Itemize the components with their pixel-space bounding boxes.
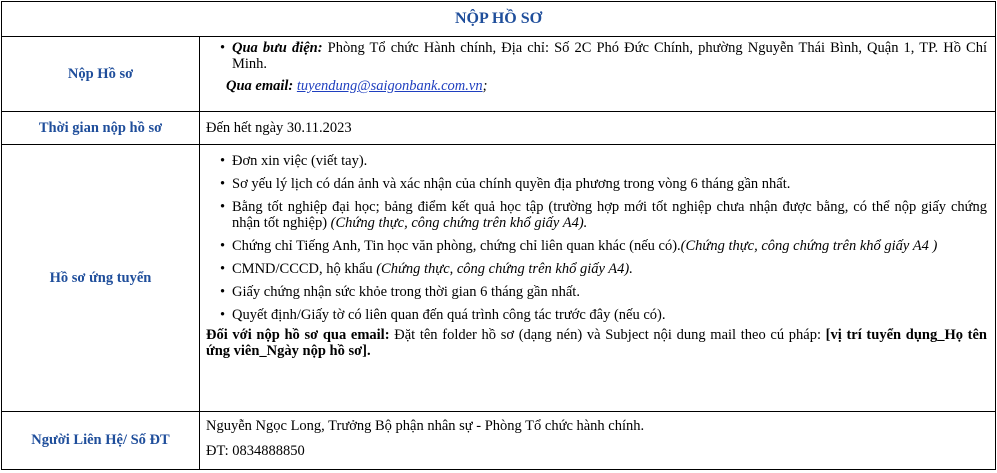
row-label-contact — [2, 412, 200, 470]
bullet-icon: • — [220, 284, 226, 300]
bullet-icon: • — [220, 199, 226, 215]
bullet-icon: • — [220, 261, 226, 277]
email-note-label: Đối với nộp hồ sơ qua email: — [206, 327, 390, 343]
email-note-syntax: [vị trí tuyển dụng_Họ tên ứng viên_Ngày nộp hồ sơ]. — [206, 327, 987, 359]
deadline-content — [200, 112, 996, 145]
submission-info-table — [1, 1, 996, 470]
item-note: (Chứng thực, công chứng trên khổ giấy A4). — [376, 261, 633, 277]
post-method — [206, 40, 987, 72]
row-label-documents — [2, 145, 200, 412]
submission-content — [200, 37, 996, 112]
submission-label: Nộp Hồ sơ — [67, 65, 134, 82]
post-label: Qua bưu điện: — [232, 40, 323, 56]
list-item — [206, 284, 987, 300]
deadline-value: Đến hết ngày 30.11.2023 — [206, 119, 352, 136]
table-title: NỘP HỒ SƠ — [454, 10, 543, 27]
documents-label: Hồ sơ ứng tuyển — [49, 269, 152, 286]
bullet-icon: • — [220, 176, 226, 192]
documents-list — [206, 153, 987, 323]
contact-content — [200, 412, 996, 470]
item-text: Bằng tốt nghiệp đại học; bảng điểm kết quả học tập (trường hợp mới tốt nghiệp chưa nhận được bằng, có thể nộp giấy chứng nhận tốt nghiệp) — [232, 199, 987, 231]
row-label-submission — [2, 37, 200, 112]
bullet-icon: • — [220, 238, 226, 254]
submission-methods — [206, 40, 987, 72]
email-label: Qua email: — [226, 78, 294, 94]
documents-content — [200, 145, 996, 412]
item-text: Sơ yếu lý lịch có dán ảnh và xác nhận của chính quyền địa phương trong vòng 6 tháng gần nhất. — [232, 176, 791, 192]
bullet-icon: • — [220, 153, 226, 169]
list-item — [206, 153, 987, 169]
row-label-deadline — [2, 112, 200, 145]
email-submission-note — [206, 327, 987, 359]
contact-phone: ĐT: 0834888850 — [206, 443, 305, 459]
table-title-cell — [2, 2, 996, 37]
post-address: Phòng Tổ chức Hành chính, Địa chỉ: Số 2C Phó Đức Chính, phường Nguyễn Thái Bình, Quận 1, TP. Hồ Chí Minh. — [232, 40, 988, 72]
list-item — [206, 307, 987, 323]
bullet-icon: • — [220, 40, 226, 56]
contact-label: Người Liên Hệ/ Số ĐT — [31, 432, 170, 448]
item-text: CMND/CCCD, hộ khẩu — [232, 261, 377, 277]
bullet-icon: • — [220, 307, 226, 323]
list-item — [206, 261, 987, 277]
item-text: Giấy chứng nhận sức khỏe trong thời gian 6 tháng gần nhất. — [232, 284, 580, 300]
list-item — [206, 238, 987, 254]
item-text: Quyết định/Giấy tờ có liên quan đến quá trình công tác trước đây (nếu có). — [232, 307, 666, 323]
item-note: (Chứng thực, công chứng trên khổ giấy A4 ) — [680, 238, 938, 254]
item-note: (Chứng thực, công chứng trên khổ giấy A4). — [330, 215, 588, 231]
item-text: Đơn xin việc (viết tay). — [232, 153, 368, 169]
deadline-label: Thời gian nộp hồ sơ — [38, 119, 163, 136]
contact-person: Nguyễn Ngọc Long, Trưởng Bộ phận nhân sự - Phòng Tổ chức hành chính. — [206, 418, 645, 434]
email-suffix: ; — [482, 78, 488, 94]
list-item — [206, 199, 987, 231]
email-note-text: Đặt tên folder hồ sơ (dạng nén) và Subject nội dung mail theo cú pháp: — [389, 327, 826, 343]
email-link[interactable]: tuyendung@saigonbank.com.vn — [296, 78, 483, 94]
item-text: Chứng chỉ Tiếng Anh, Tin học văn phòng, chứng chỉ liên quan khác (nếu có). — [232, 238, 681, 254]
list-item — [206, 176, 987, 192]
email-method — [206, 78, 987, 94]
